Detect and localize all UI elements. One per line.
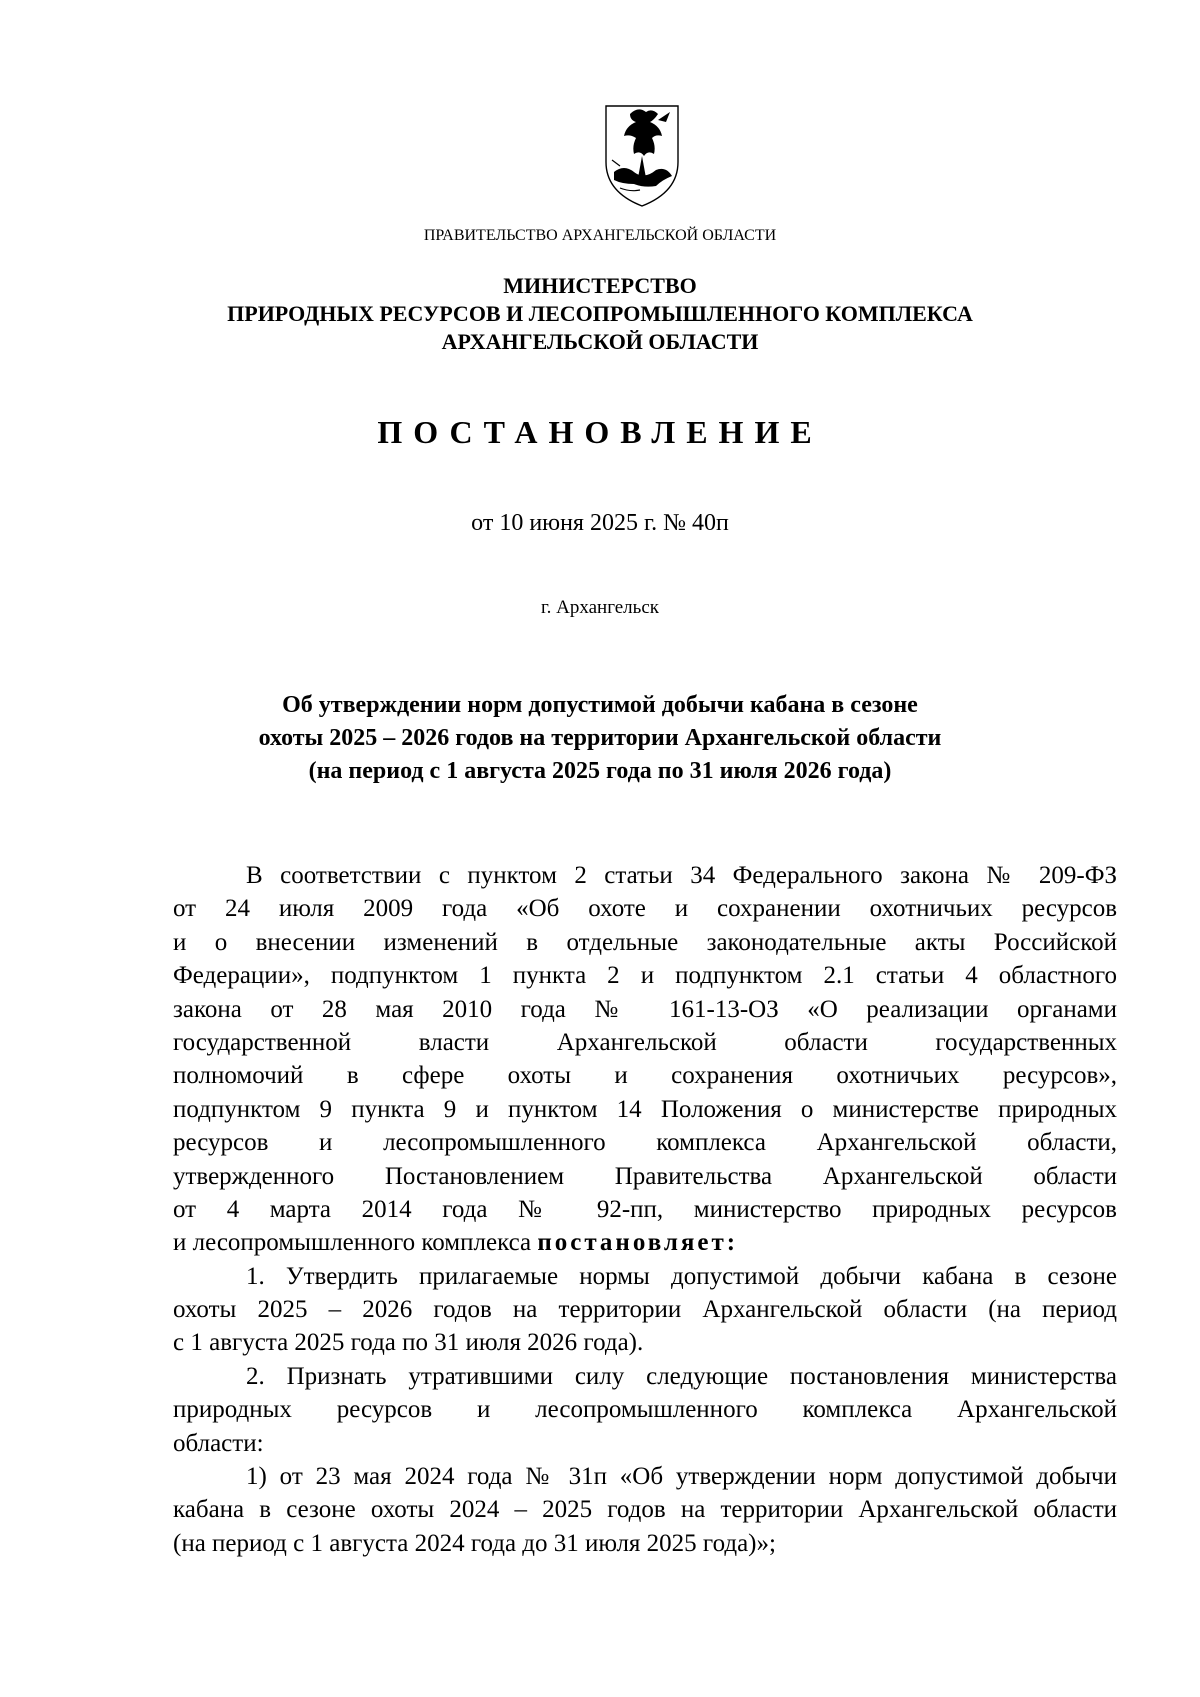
body-line: ресурсов и лесопромышленного комплекса Архангельской области, bbox=[173, 1129, 1117, 1157]
body-line: 1. Утвердить прилагаемые нормы допустимой добычи кабана в сезоне bbox=[246, 1262, 1117, 1290]
ministry-line: ПРИРОДНЫХ РЕСУРСОВ И ЛЕСОПРОМЫШЛЕННОГО КОМПЛЕКСА bbox=[227, 301, 973, 326]
title-line: охоты 2025 – 2026 годов на территории Архангельской области bbox=[258, 725, 942, 751]
title-line: (на период с 1 августа 2025 года по 31 июля 2026 года) bbox=[308, 758, 892, 784]
document-city: г. Архангельск bbox=[540, 597, 659, 618]
body-line: кабана в сезоне охоты 2024 – 2025 годов на территории Архангельской области bbox=[173, 1496, 1117, 1524]
title-line: Об утверждении норм допустимой добычи кабана в сезоне bbox=[282, 692, 918, 718]
body-line-text: и лесопромышленного комплекса bbox=[173, 1229, 538, 1257]
ministry-name bbox=[0, 272, 1200, 356]
body-line: государственной власти Архангельской области государственных bbox=[173, 1028, 1117, 1056]
body-line: области: bbox=[173, 1429, 264, 1457]
ministry-line: АРХАНГЕЛЬСКОЙ ОБЛАСТИ bbox=[441, 329, 759, 354]
body-line: подпунктом 9 пункта 9 и пунктом 14 Положения о министерстве природных bbox=[173, 1095, 1117, 1123]
body-line: 2. Признать утратившими силу следующие постановления министерства bbox=[246, 1362, 1117, 1390]
ministry-line: МИНИСТЕРСТВО bbox=[503, 273, 697, 298]
body-line: от 24 июля 2009 года «Об охоте и сохранении охотничьих ресурсов bbox=[173, 895, 1117, 923]
body-line: закона от 28 мая 2010 года № 161-13-ОЗ «О реализации органами bbox=[173, 995, 1117, 1023]
document-title bbox=[0, 689, 1200, 788]
resolves-word: постановляет: bbox=[537, 1229, 739, 1257]
document-type: ПОСТАНОВЛЕНИЕ bbox=[377, 414, 823, 450]
body-line: от 4 марта 2014 года № 92-пп, министерство природных ресурсов bbox=[173, 1195, 1117, 1223]
body-line-with-resolves bbox=[173, 1226, 1117, 1259]
government-name: ПРАВИТЕЛЬСТВО АРХАНГЕЛЬСКОЙ ОБЛАСТИ bbox=[423, 227, 777, 244]
body-line: охоты 2025 – 2026 годов на территории Архангельской области (на период bbox=[173, 1296, 1117, 1324]
body-line: с 1 августа 2025 года по 31 июля 2026 года). bbox=[173, 1329, 644, 1357]
coat-of-arms-icon bbox=[600, 100, 684, 210]
document-date-number: от 10 июня 2025 г. № 40п bbox=[471, 510, 729, 536]
document-body bbox=[173, 859, 1117, 1560]
body-line: Федерации», подпунктом 1 пункта 2 и подпунктом 2.1 статьи 4 областного bbox=[173, 962, 1117, 990]
body-line: природных ресурсов и лесопромышленного комплекса Архангельской bbox=[173, 1396, 1117, 1424]
body-line: В соответствии с пунктом 2 статьи 34 Федерального закона № 209-ФЗ bbox=[246, 862, 1117, 889]
body-line: полномочий в сфере охоты и сохранения охотничьих ресурсов», bbox=[173, 1062, 1117, 1090]
body-line: (на период с 1 августа 2024 года до 31 июля 2025 года)»; bbox=[173, 1529, 776, 1557]
body-line: и о внесении изменений в отдельные законодательные акты Российской bbox=[173, 928, 1117, 956]
body-line: утвержденного Постановлением Правительства Архангельской области bbox=[173, 1162, 1117, 1190]
body-line: 1) от 23 мая 2024 года № 31п «Об утверждении норм допустимой добычи bbox=[246, 1463, 1117, 1491]
